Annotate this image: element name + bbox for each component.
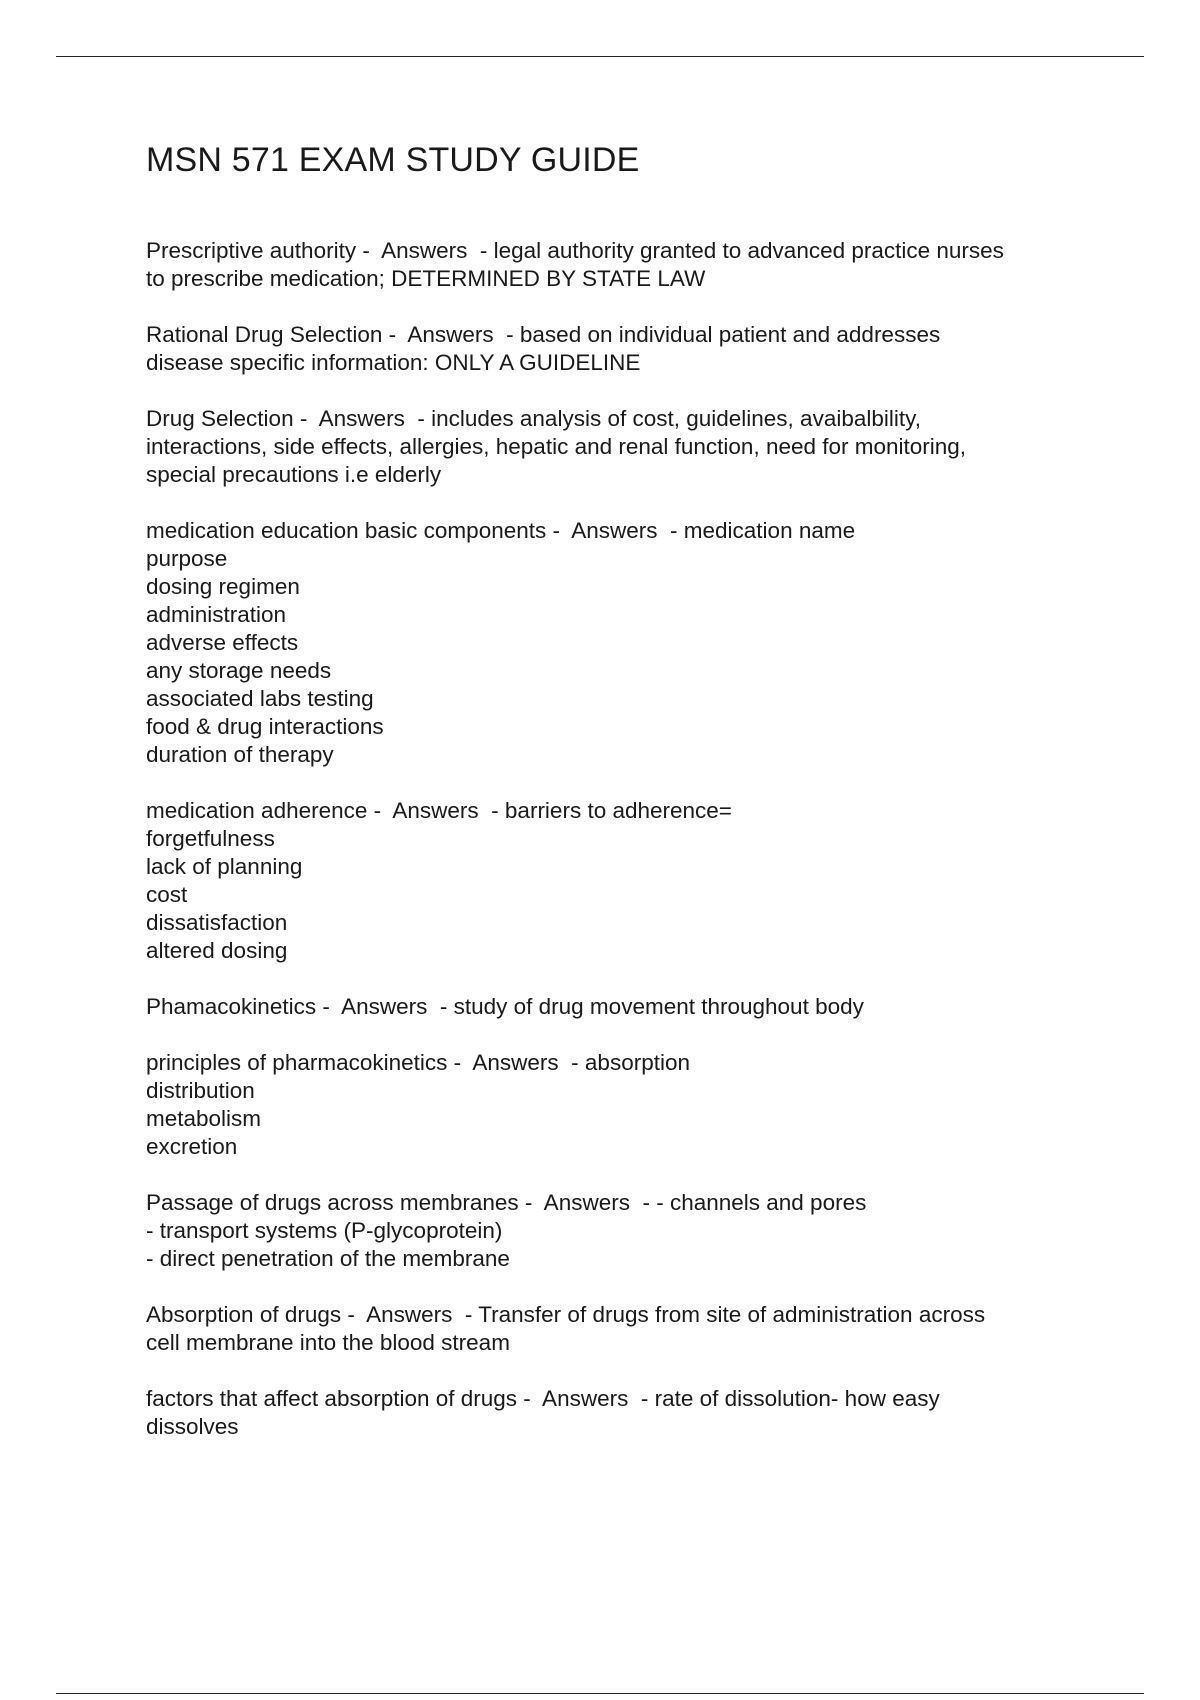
- study-entry: [146, 797, 1076, 965]
- study-entry: [146, 1189, 1076, 1273]
- study-entry: [146, 237, 1076, 293]
- document-title: MSN 571 EXAM STUDY GUIDE: [146, 141, 640, 179]
- entry-answer-line: interactions, side effects, allergies, hepatic and renal function, need for monitoring,: [146, 434, 967, 459]
- entry-answer-line: distribution: [146, 1078, 255, 1103]
- entry-term-line: Prescriptive authority - Answers - legal authority granted to advanced practice nurses: [146, 238, 1004, 263]
- study-entry: [146, 517, 1076, 769]
- entry-answer-line: cell membrane into the blood stream: [146, 1330, 510, 1355]
- entry-term-line: Drug Selection - Answers - includes analysis of cost, guidelines, avaibalbility,: [146, 406, 921, 431]
- entry-answer-line: cost: [146, 882, 188, 907]
- entry-term-line: Rational Drug Selection - Answers - based on individual patient and addresses: [146, 322, 941, 347]
- entry-answer-line: altered dosing: [146, 938, 288, 963]
- entry-term-line: medication education basic components - Answers - medication name: [146, 518, 856, 543]
- entry-answer-line: - direct penetration of the membrane: [146, 1246, 510, 1271]
- entry-term-line: Passage of drugs across membranes - Answers - - channels and pores: [146, 1190, 867, 1215]
- entry-term-line: Phamacokinetics - Answers - study of drug movement throughout body: [146, 994, 864, 1019]
- entry-term-line: factors that affect absorption of drugs - Answers - rate of dissolution- how easy: [146, 1386, 940, 1411]
- entry-answer-line: lack of planning: [146, 854, 303, 879]
- entry-answer-line: dissatisfaction: [146, 910, 288, 935]
- entry-answer-line: associated labs testing: [146, 686, 374, 711]
- entry-answer-line: dissolves: [146, 1414, 239, 1439]
- entry-term-line: principles of pharmacokinetics - Answers - absorption: [146, 1050, 690, 1075]
- entry-answer-line: food & drug interactions: [146, 714, 384, 739]
- entry-answer-line: dosing regimen: [146, 574, 300, 599]
- entry-answer-line: excretion: [146, 1134, 238, 1159]
- entry-answer-line: purpose: [146, 546, 228, 571]
- study-entry: [146, 321, 1076, 377]
- entry-answer-line: any storage needs: [146, 658, 332, 683]
- entry-answer-line: forgetfulness: [146, 826, 275, 851]
- entry-answer-line: - transport systems (P-glycoprotein): [146, 1218, 503, 1243]
- study-entry: [146, 1385, 1076, 1441]
- entry-term-line: Absorption of drugs - Answers - Transfer of drugs from site of administration across: [146, 1302, 986, 1327]
- entry-answer-line: special precautions i.e elderly: [146, 462, 442, 487]
- entry-answer-line: duration of therapy: [146, 742, 334, 767]
- entry-answer-line: adverse effects: [146, 630, 299, 655]
- entry-answer-line: administration: [146, 602, 287, 627]
- entry-term-line: medication adherence - Answers - barriers to adherence=: [146, 798, 732, 823]
- document-page: [146, 140, 1076, 1469]
- study-entry: [146, 1049, 1076, 1161]
- bottom-rule: [56, 1693, 1144, 1694]
- top-rule: [56, 56, 1144, 57]
- entry-answer-line: metabolism: [146, 1106, 262, 1131]
- study-entry: [146, 1301, 1076, 1357]
- study-entry: [146, 405, 1076, 489]
- study-entry: [146, 993, 1076, 1021]
- entry-answer-line: to prescribe medication; DETERMINED BY STATE LAW: [146, 266, 706, 291]
- entries-list: [146, 237, 1076, 1441]
- entry-answer-line: disease specific information: ONLY A GUIDELINE: [146, 350, 641, 375]
